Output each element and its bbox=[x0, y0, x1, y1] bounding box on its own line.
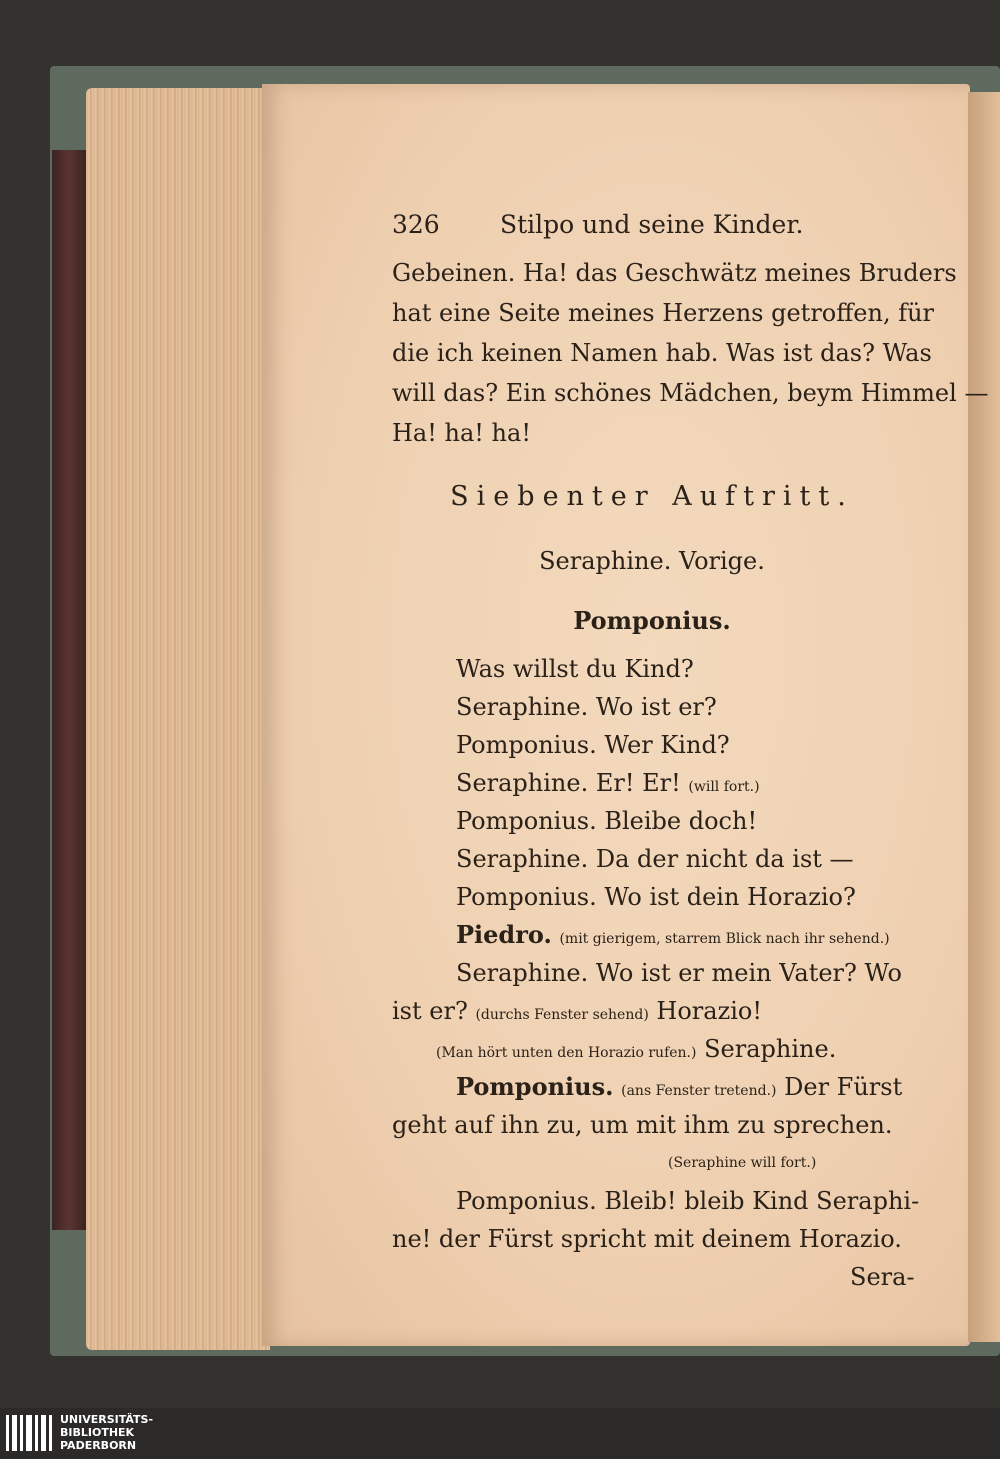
dialogue-line bbox=[436, 1034, 836, 1068]
dialogue-line: Seraphine. Wo ist er mein Vater? Wo bbox=[456, 959, 902, 987]
page-number: 326 bbox=[392, 210, 440, 239]
speaker-name: Pomponius. bbox=[573, 606, 731, 635]
paragraph-line: die ich keinen Namen hab. Was ist das? Was bbox=[392, 339, 932, 367]
book-spine bbox=[52, 150, 86, 1230]
dialogue-text: Seraphine. bbox=[704, 1035, 837, 1063]
facing-page-edge bbox=[968, 92, 1000, 1342]
cast-list: Seraphine. Vorige. bbox=[539, 547, 765, 575]
dialogue-line bbox=[392, 996, 762, 1030]
paragraph-line: Ha! ha! ha! bbox=[392, 419, 531, 447]
dialogue-text: ist er? bbox=[392, 997, 468, 1025]
dialogue-line: Seraphine. Wo ist er? bbox=[456, 693, 717, 721]
stage-direction: (ans Fenster tretend.) bbox=[621, 1083, 777, 1099]
scene-heading: Siebenter Auftritt. bbox=[450, 481, 854, 512]
dialogue-text: Piedro. bbox=[456, 920, 552, 949]
paragraph-line: Gebeinen. Ha! das Geschwätz meines Bruders bbox=[392, 259, 957, 287]
dialogue-line: geht auf ihn zu, um mit ihm zu sprechen. bbox=[392, 1111, 893, 1139]
dialogue-text: Pomponius. bbox=[456, 1072, 614, 1101]
paragraph-line: hat eine Seite meines Herzens getroffen, für bbox=[392, 299, 935, 327]
dialogue-line: Pomponius. Wo ist dein Horazio? bbox=[456, 883, 856, 911]
stage-direction: (durchs Fenster sehend) bbox=[475, 1007, 649, 1023]
dialogue-line: Seraphine. Da der nicht da ist — bbox=[456, 845, 854, 873]
footer-line: BIBLIOTHEK bbox=[60, 1426, 135, 1439]
dialogue-text: Seraphine. Er! Er! bbox=[456, 769, 681, 797]
paragraph-line: will das? Ein schönes Mädchen, beym Himmel — bbox=[392, 379, 989, 407]
dialogue-text: Horazio! bbox=[656, 997, 762, 1025]
running-title: Stilpo und seine Kinder. bbox=[500, 210, 804, 239]
stage-direction: (mit gierigem, starrem Blick nach ihr sehend.) bbox=[559, 931, 890, 947]
footer-line: PADERBORN bbox=[60, 1439, 137, 1452]
dialogue-line: Was willst du Kind? bbox=[456, 655, 694, 683]
dialogue-text: Der Fürst bbox=[784, 1073, 903, 1101]
dialogue-line bbox=[456, 1072, 902, 1106]
stage-direction: (Man hört unten den Horazio rufen.) bbox=[436, 1045, 697, 1061]
dialogue-line: ne! der Fürst spricht mit deinem Horazio. bbox=[392, 1225, 902, 1253]
stage-direction: (will fort.) bbox=[688, 779, 760, 795]
footer-line: UNIVERSITÄTS- bbox=[60, 1413, 154, 1426]
dialogue-line: Pomponius. Bleib! bleib Kind Seraphi- bbox=[456, 1187, 920, 1215]
stage-direction: (Seraphine will fort.) bbox=[668, 1155, 817, 1171]
dialogue-line: Pomponius. Wer Kind? bbox=[456, 731, 730, 759]
catchword: Sera- bbox=[850, 1263, 915, 1291]
dialogue-line bbox=[456, 920, 890, 954]
library-logo-icon bbox=[6, 1413, 52, 1453]
dialogue-line: Pomponius. Bleibe doch! bbox=[456, 807, 758, 835]
page-edges bbox=[86, 88, 270, 1350]
dialogue-line bbox=[456, 768, 760, 802]
